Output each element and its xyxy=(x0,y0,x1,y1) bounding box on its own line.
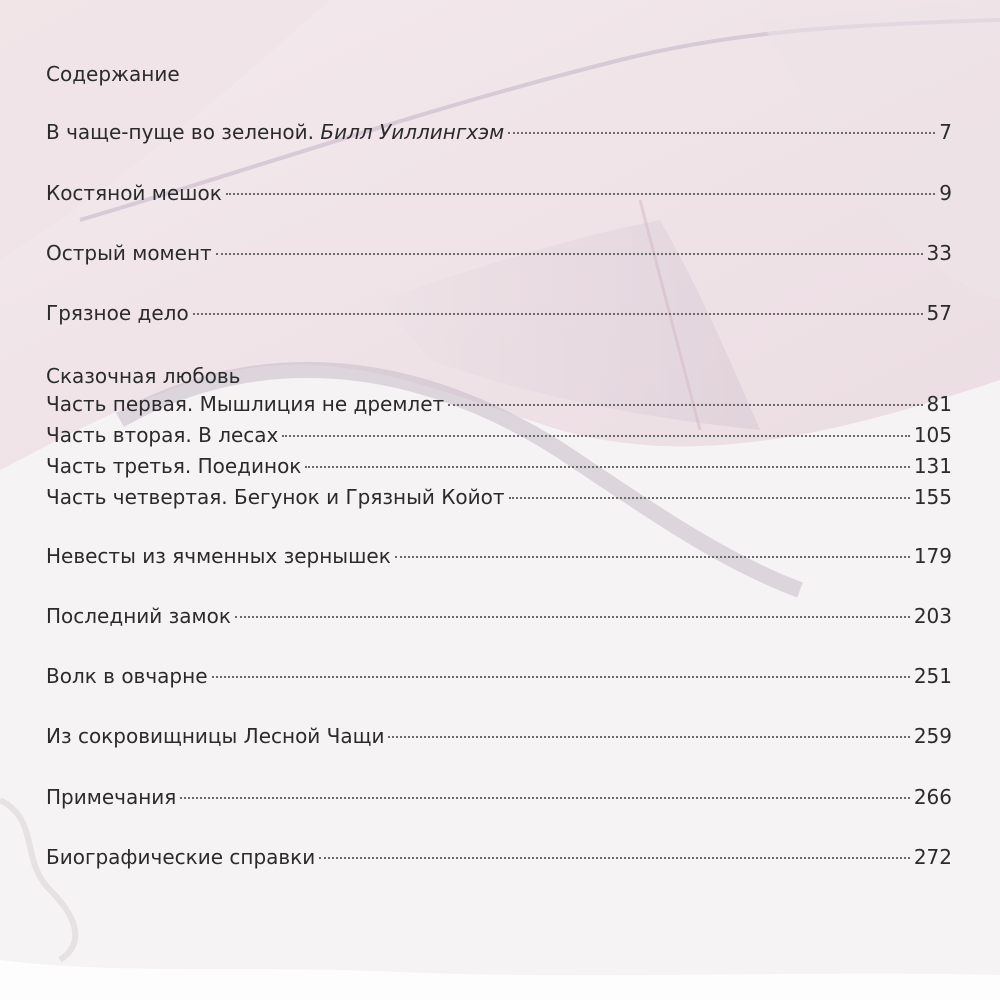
toc-entry-page: 155 xyxy=(913,485,952,509)
toc-entry-page: 9 xyxy=(939,181,952,205)
toc-entry-title: Последний замок xyxy=(46,604,231,628)
toc-entry[interactable] xyxy=(46,722,952,750)
dot-leader xyxy=(305,466,909,468)
toc-entry[interactable] xyxy=(46,843,952,871)
dot-leader xyxy=(235,616,910,618)
toc-entry-page: 259 xyxy=(913,724,952,748)
toc-entry-page: 251 xyxy=(913,664,952,688)
toc-entry-title: Часть третья. Поединок xyxy=(46,454,302,478)
toc-subentry[interactable] xyxy=(46,421,952,449)
toc-entry[interactable] xyxy=(46,602,952,630)
toc-entry[interactable] xyxy=(46,299,952,327)
toc-entry[interactable] xyxy=(46,118,952,146)
dot-leader xyxy=(193,313,923,315)
dot-leader xyxy=(180,797,910,799)
toc-entry-page: 81 xyxy=(926,392,952,416)
toc-entry-title: Из сокровищницы Лесной Чащи xyxy=(46,724,385,748)
dot-leader xyxy=(508,132,935,134)
toc-entry-page: 203 xyxy=(913,604,952,628)
toc-entry-title: Примечания xyxy=(46,785,177,809)
toc-subentry[interactable] xyxy=(46,483,952,511)
toc-entry-page: 7 xyxy=(939,120,952,144)
toc-entry[interactable] xyxy=(46,179,952,207)
dot-leader xyxy=(448,404,922,406)
toc-entry[interactable] xyxy=(46,239,952,267)
toc-entry-page: 131 xyxy=(913,454,952,478)
toc-entry-page: 179 xyxy=(913,544,952,568)
toc-entry-title: Острый момент xyxy=(46,241,212,265)
dot-leader xyxy=(395,556,910,558)
toc-heading: Содержание xyxy=(46,62,180,86)
dot-leader xyxy=(226,193,935,195)
toc-entry-page: 57 xyxy=(926,301,952,325)
toc-entry[interactable] xyxy=(46,662,952,690)
dot-leader xyxy=(319,857,910,859)
toc-entry-title: Костяной мешок xyxy=(46,181,222,205)
toc-entry-title: Биографические справки xyxy=(46,845,316,869)
toc-subentry[interactable] xyxy=(46,452,952,480)
toc-entry[interactable] xyxy=(46,783,952,811)
toc-section-title: Сказочная любовь xyxy=(46,364,241,388)
toc-entry-page: 266 xyxy=(913,785,952,809)
toc-entry-title: Часть четвертая. Бегунок и Грязный Койот xyxy=(46,485,505,509)
toc-entry-page: 272 xyxy=(913,845,952,869)
dot-leader xyxy=(509,497,910,499)
toc-entry-title: Грязное дело xyxy=(46,301,189,325)
toc-entry-page: 33 xyxy=(926,241,952,265)
toc-entry[interactable] xyxy=(46,542,952,570)
toc-entry-page: 105 xyxy=(913,423,952,447)
toc-entry-title: Волк в овчарне xyxy=(46,664,208,688)
toc-entry-title: В чаще-пуще во зеленой. Билл Уиллингхэм xyxy=(46,120,505,144)
toc-subentry[interactable] xyxy=(46,390,952,418)
dot-leader xyxy=(212,676,910,678)
dot-leader xyxy=(388,736,909,738)
toc-entry-title: Невесты из ячменных зернышек xyxy=(46,544,391,568)
toc-entry-title: Часть первая. Мышлиция не дремлет xyxy=(46,392,445,416)
table-of-contents xyxy=(46,0,952,1000)
dot-leader xyxy=(282,435,909,437)
toc-entry-author: Билл Уиллингхэм xyxy=(320,120,505,144)
dot-leader xyxy=(216,253,923,255)
toc-entry-title: Часть вторая. В лесах xyxy=(46,423,279,447)
